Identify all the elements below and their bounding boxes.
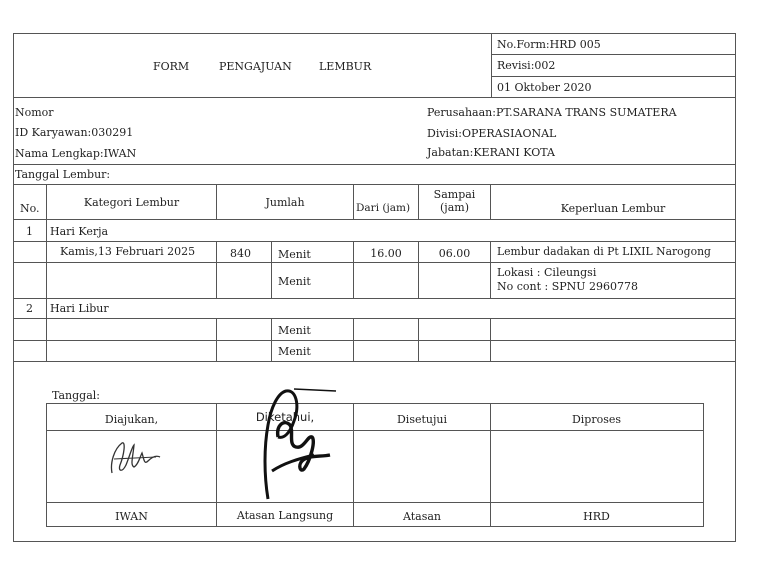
form-number: No.Form:HRD 005 [497,38,601,51]
table-line [271,241,272,298]
table-line [13,361,735,362]
overtime-date-label: Tanggal Lembur: [15,168,111,181]
signer-role: HRD [583,510,610,523]
section-label: Hari Libur [50,302,109,315]
table-line [13,219,735,220]
signature-iwan [100,435,170,480]
table-line [46,430,703,431]
purpose-container: No cont : SPNU 2960778 [497,280,639,293]
nomor-label: Nomor [15,106,54,119]
col-header-sampai-unit: (jam) [440,201,469,214]
signature-atasan [238,385,348,505]
col-header-dari: Dari (jam) [356,202,411,214]
table-line [46,502,703,503]
purpose: Lembur dadakan di Pt LIXIL Narogong [497,245,711,258]
col-header-kategori: Kategori Lembur [83,196,180,209]
divider [13,97,735,98]
table-line [13,318,735,319]
signer-role: Atasan [402,510,442,523]
company: Perusahaan:PT.SARANA TRANS SUMATERA [427,106,677,119]
col-header-keperluan: Keperluan Lembur [560,202,666,215]
divider [13,164,735,165]
col-header-jumlah: Jumlah [265,196,305,209]
time-to: 06.00 [438,247,471,260]
revision-date: 01 Oktober 2020 [497,81,592,94]
signature-date-label: Tanggal: [52,389,100,402]
table-line [13,340,735,341]
form-title-word: PENGAJUAN [219,60,292,73]
signer-name: IWAN [115,510,148,523]
divider [13,184,735,185]
position: Jabatan:KERANI KOTA [427,146,555,159]
table-line [490,318,491,361]
sign-header-diproses: Diproses [571,413,622,426]
form-title-word: LEMBUR [319,60,372,73]
unit-label: Menit [278,324,311,337]
employee-id: ID Karyawan:030291 [15,126,134,139]
sign-header-diajukan: Diajukan, [104,413,159,426]
purpose-location: Lokasi : Cileungsi [497,266,597,279]
unit-label: Menit [278,248,311,261]
revision: Revisi:002 [497,59,556,72]
overtime-amount: 840 [230,247,251,260]
signer-role: Atasan Langsung [236,509,334,522]
table-line [353,318,354,361]
table-line [271,318,272,361]
table-line [216,241,217,298]
divider [491,76,735,77]
division: Divisi:OPERASIAONAL [427,127,557,140]
section-label: Hari Kerja [50,225,109,238]
col-header-sampai: Sampai [433,188,476,201]
section-number: 2 [26,302,33,315]
table-line [418,318,419,361]
table-line [46,184,47,361]
table-line [216,318,217,361]
table-line [353,184,354,219]
unit-label: Menit [278,275,311,288]
unit-label: Menit [278,345,311,358]
overtime-date: Kamis,13 Februari 2025 [60,245,196,258]
section-number: 1 [26,225,33,238]
divider [491,54,735,55]
divider [491,33,492,97]
table-line [490,241,491,298]
table-line [13,241,735,242]
sign-header-diketahui: Diketahui, [255,410,315,424]
table-line [13,298,735,299]
sign-header-disetujui: Disetujui [396,413,447,426]
table-line [13,262,735,263]
col-header-no: No. [20,202,40,215]
form-title-word: FORM [153,60,190,73]
time-from: 16.00 [370,247,402,260]
employee-name: Nama Lengkap:IWAN [15,147,137,160]
